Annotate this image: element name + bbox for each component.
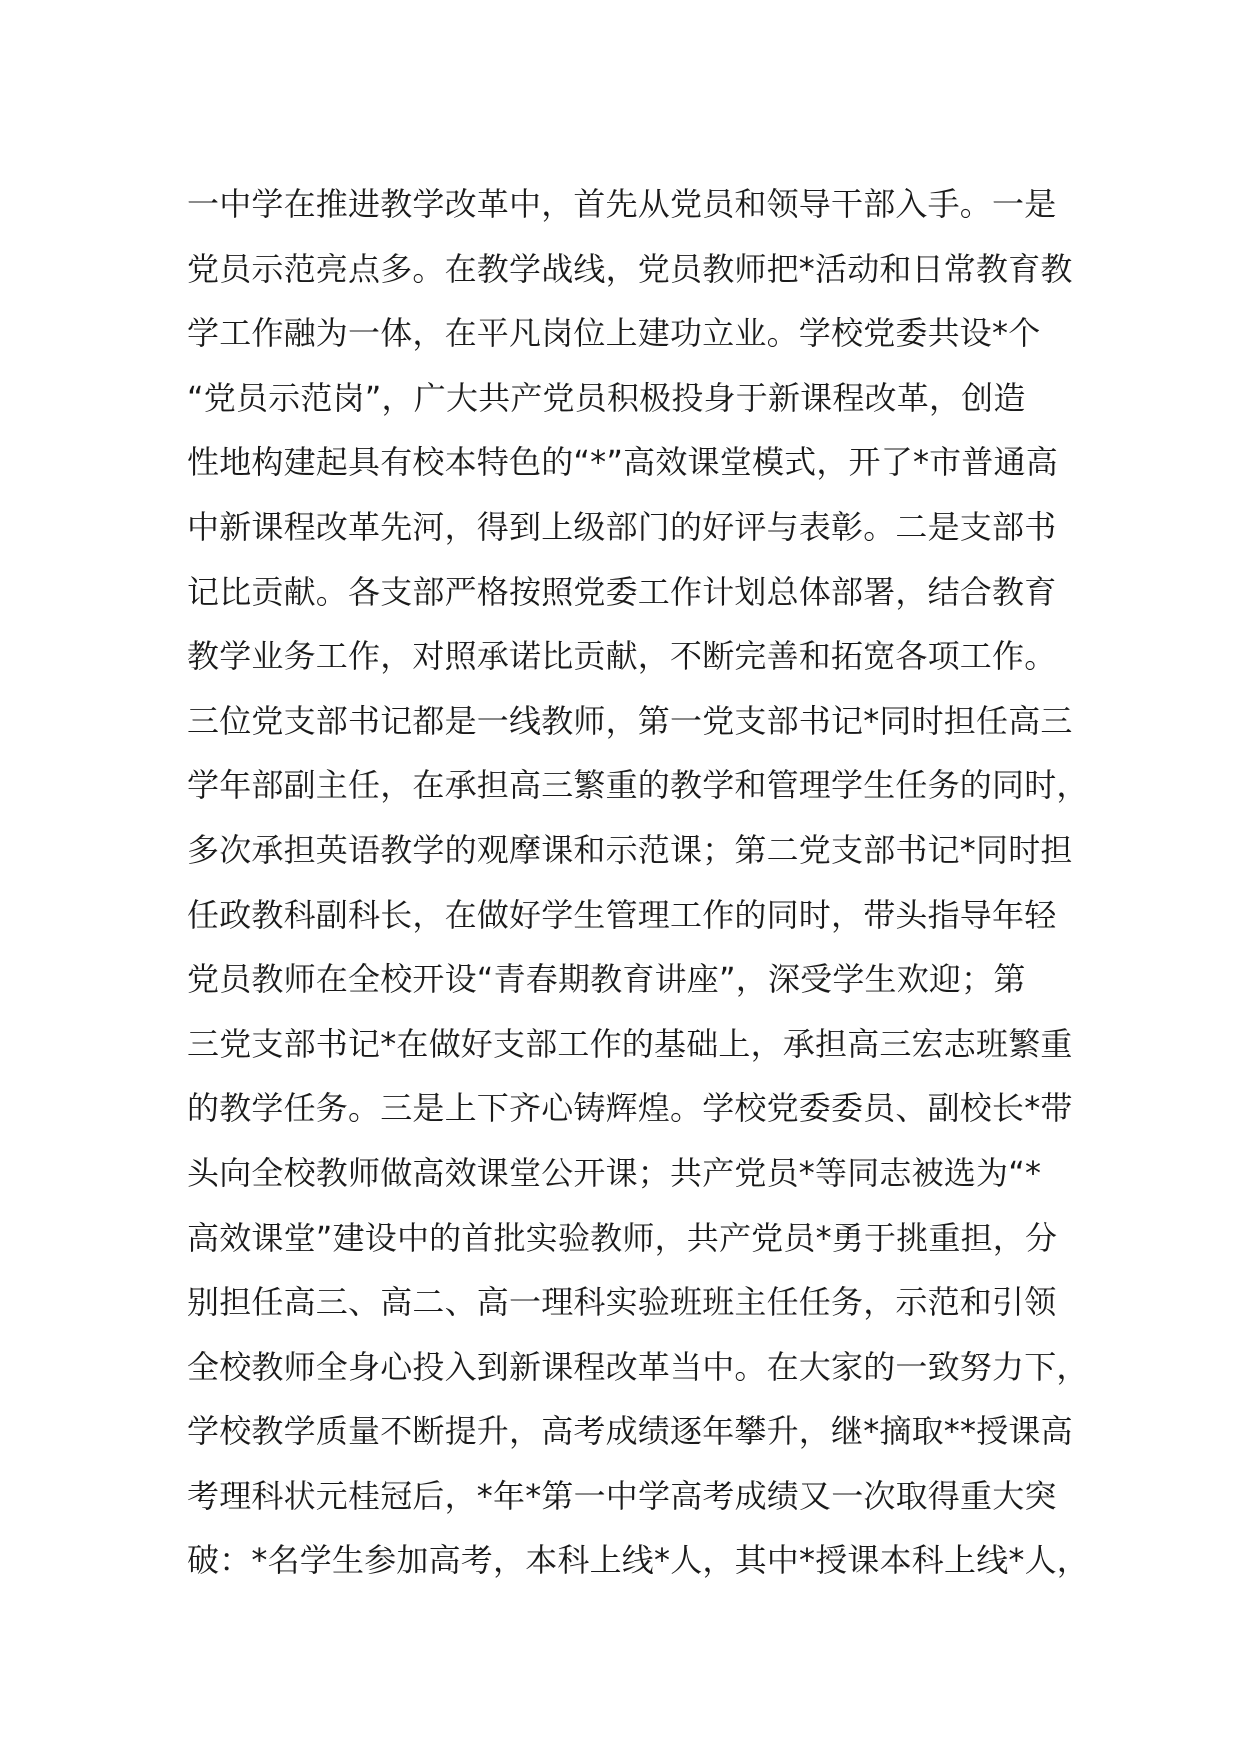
- text-line-8: 教学业务工作，对照承诺比贡献，不断完善和拓宽各项工作。: [187, 637, 1057, 676]
- text-line-17: 高效课堂”建设中的首批实验教师，共产党员*勇于挑重担，分: [187, 1218, 1058, 1257]
- text-line-18: 别担任高三、高二、高一理科实验班班主任任务，示范和引领: [187, 1283, 1057, 1322]
- text-line-16: 头向全校教师做高效课堂公开课；共产党员*等同志被选为“*: [187, 1153, 1042, 1192]
- text-line-19: 全校教师全身心投入到新课程改革当中。在大家的一致努力下，: [187, 1347, 1089, 1386]
- text-line-12: 任政教科副科长，在做好学生管理工作的同时，带头指导年轻: [187, 895, 1057, 934]
- text-line-22: 破：*名学生参加高考，本科上线*人，其中*授课本科上线*人，: [187, 1541, 1090, 1580]
- text-line-11: 多次承担英语教学的观摩课和示范课；第二党支部书记*同时担: [187, 830, 1073, 869]
- text-line-15: 的教学任务。三是上下齐心铸辉煌。学校党委委员、副校长*带: [187, 1089, 1073, 1128]
- text-line-13: 党员教师在全校开设“青春期教育讲座”，深受学生欢迎；第: [187, 960, 1026, 999]
- text-line-9: 三位党支部书记都是一线教师，第一党支部书记*同时担任高三: [187, 701, 1073, 740]
- body-text: [187, 172, 1090, 1593]
- text-line-14: 三党支部书记*在做好支部工作的基础上，承担高三宏志班繁重: [187, 1024, 1073, 1063]
- text-line-6: 中新课程改革先河，得到上级部门的好评与表彰。二是支部书: [187, 507, 1057, 546]
- text-line-4: “党员示范岗”，广大共产党员积极投身于新课程改革，创造: [187, 378, 1026, 417]
- text-line-1: 一中学在推进教学改革中，首先从党员和领导干部入手。一是: [187, 185, 1057, 223]
- text-line-5: 性地构建起具有校本特色的“*”高效课堂模式，开了*市普通高: [187, 443, 1058, 482]
- text-line-2: 党员示范亮点多。在教学战线，党员教师把*活动和日常教育教: [187, 249, 1073, 288]
- text-line-7: 记比贡献。各支部严格按照党委工作计划总体部署，结合教育: [187, 572, 1057, 611]
- text-line-3: 学工作融为一体，在平凡岗位上建功立业。学校党委共设*个: [187, 314, 1041, 353]
- text-line-21: 考理科状元桂冠后，*年*第一中学高考成绩又一次取得重大突: [187, 1476, 1057, 1515]
- text-line-20: 学校教学质量不断提升，高考成绩逐年攀升，继*摘取**授课高: [187, 1412, 1073, 1451]
- text-line-10: 学年部副主任，在承担高三繁重的教学和管理学生任务的同时，: [187, 766, 1089, 805]
